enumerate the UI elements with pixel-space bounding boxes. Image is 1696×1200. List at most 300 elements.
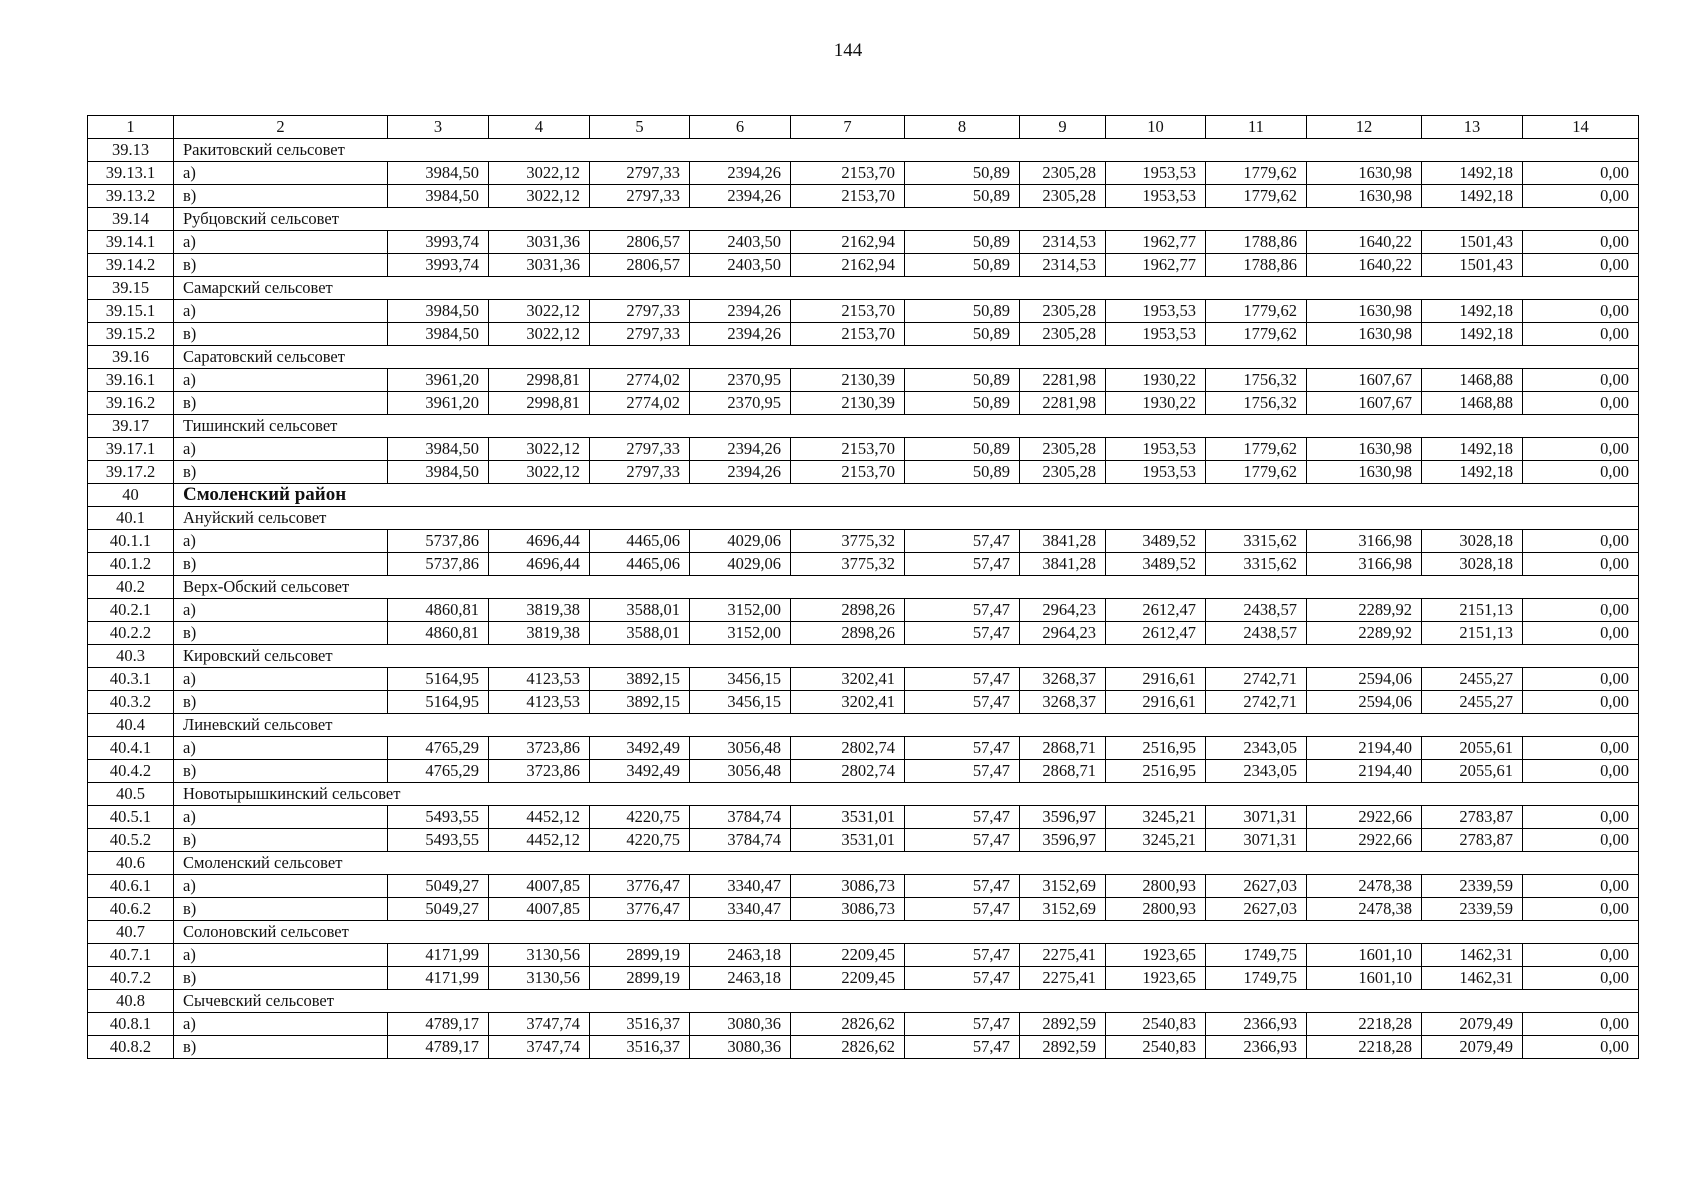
value-cell: 3776,47 bbox=[590, 875, 690, 898]
value-cell: 3516,37 bbox=[590, 1036, 690, 1059]
value-cell: 1640,22 bbox=[1307, 231, 1422, 254]
column-header: 4 bbox=[489, 116, 590, 139]
value-cell: 0,00 bbox=[1523, 231, 1639, 254]
row-subitem: в) bbox=[174, 760, 388, 783]
value-cell: 1501,43 bbox=[1422, 254, 1523, 277]
value-cell: 3130,56 bbox=[489, 967, 590, 990]
value-cell: 57,47 bbox=[905, 875, 1020, 898]
value-cell: 2403,50 bbox=[690, 254, 791, 277]
table-row bbox=[88, 461, 1639, 484]
value-cell: 4765,29 bbox=[388, 737, 489, 760]
value-cell: 2209,45 bbox=[791, 967, 905, 990]
value-cell: 2339,59 bbox=[1422, 875, 1523, 898]
value-cell: 3984,50 bbox=[388, 461, 489, 484]
value-cell: 3245,21 bbox=[1106, 806, 1206, 829]
value-cell: 3892,15 bbox=[590, 691, 690, 714]
value-cell: 2806,57 bbox=[590, 254, 690, 277]
value-cell: 3588,01 bbox=[590, 622, 690, 645]
value-cell: 50,89 bbox=[905, 300, 1020, 323]
row-code: 39.17.1 bbox=[88, 438, 174, 461]
value-cell: 1779,62 bbox=[1206, 461, 1307, 484]
value-cell: 4696,44 bbox=[489, 553, 590, 576]
value-cell: 5164,95 bbox=[388, 668, 489, 691]
value-cell: 3596,97 bbox=[1020, 829, 1106, 852]
value-cell: 0,00 bbox=[1523, 806, 1639, 829]
value-cell: 3993,74 bbox=[388, 254, 489, 277]
value-cell: 1953,53 bbox=[1106, 438, 1206, 461]
value-cell: 1492,18 bbox=[1422, 323, 1523, 346]
table-row bbox=[88, 1013, 1639, 1036]
row-code: 40.3.2 bbox=[88, 691, 174, 714]
section-title: Линевский сельсовет bbox=[174, 714, 1639, 737]
value-cell: 2438,57 bbox=[1206, 622, 1307, 645]
row-code: 40 bbox=[88, 484, 174, 507]
value-cell: 57,47 bbox=[905, 530, 1020, 553]
value-cell: 2516,95 bbox=[1106, 737, 1206, 760]
value-cell: 4452,12 bbox=[489, 829, 590, 852]
value-cell: 1468,88 bbox=[1422, 369, 1523, 392]
column-header: 7 bbox=[791, 116, 905, 139]
value-cell: 2797,33 bbox=[590, 323, 690, 346]
value-cell: 50,89 bbox=[905, 231, 1020, 254]
value-cell: 57,47 bbox=[905, 829, 1020, 852]
value-cell: 0,00 bbox=[1523, 760, 1639, 783]
value-cell: 4123,53 bbox=[489, 691, 590, 714]
table-row bbox=[88, 737, 1639, 760]
value-cell: 3056,48 bbox=[690, 737, 791, 760]
value-cell: 3022,12 bbox=[489, 323, 590, 346]
value-cell: 3022,12 bbox=[489, 461, 590, 484]
section-title: Кировский сельсовет bbox=[174, 645, 1639, 668]
value-cell: 3492,49 bbox=[590, 737, 690, 760]
section-row bbox=[88, 783, 1639, 806]
value-cell: 1756,32 bbox=[1206, 369, 1307, 392]
section-title: Солоновский сельсовет bbox=[174, 921, 1639, 944]
value-cell: 1953,53 bbox=[1106, 162, 1206, 185]
value-cell: 1788,86 bbox=[1206, 231, 1307, 254]
value-cell: 1601,10 bbox=[1307, 944, 1422, 967]
value-cell: 2194,40 bbox=[1307, 737, 1422, 760]
value-cell: 57,47 bbox=[905, 1013, 1020, 1036]
value-cell: 1607,67 bbox=[1307, 392, 1422, 415]
value-cell: 0,00 bbox=[1523, 668, 1639, 691]
value-cell: 1630,98 bbox=[1307, 461, 1422, 484]
row-code: 39.14.2 bbox=[88, 254, 174, 277]
value-cell: 3315,62 bbox=[1206, 530, 1307, 553]
value-cell: 5493,55 bbox=[388, 806, 489, 829]
value-cell: 3315,62 bbox=[1206, 553, 1307, 576]
row-code: 40.8 bbox=[88, 990, 174, 1013]
table-row bbox=[88, 369, 1639, 392]
value-cell: 50,89 bbox=[905, 323, 1020, 346]
section-title: Саратовский сельсовет bbox=[174, 346, 1639, 369]
row-subitem: в) bbox=[174, 967, 388, 990]
value-cell: 3031,36 bbox=[489, 231, 590, 254]
value-cell: 2394,26 bbox=[690, 300, 791, 323]
row-code: 40.2.2 bbox=[88, 622, 174, 645]
value-cell: 3152,00 bbox=[690, 622, 791, 645]
value-cell: 57,47 bbox=[905, 806, 1020, 829]
value-cell: 1607,67 bbox=[1307, 369, 1422, 392]
value-cell: 2463,18 bbox=[690, 967, 791, 990]
section-title: Смоленский сельсовет bbox=[174, 852, 1639, 875]
value-cell: 2594,06 bbox=[1307, 691, 1422, 714]
section-row bbox=[88, 139, 1639, 162]
value-cell: 4465,06 bbox=[590, 530, 690, 553]
value-cell: 0,00 bbox=[1523, 737, 1639, 760]
value-cell: 1501,43 bbox=[1422, 231, 1523, 254]
value-cell: 3841,28 bbox=[1020, 530, 1106, 553]
value-cell: 3784,74 bbox=[690, 806, 791, 829]
value-cell: 0,00 bbox=[1523, 530, 1639, 553]
value-cell: 0,00 bbox=[1523, 300, 1639, 323]
table-row bbox=[88, 599, 1639, 622]
value-cell: 2275,41 bbox=[1020, 967, 1106, 990]
value-cell: 2826,62 bbox=[791, 1036, 905, 1059]
value-cell: 3892,15 bbox=[590, 668, 690, 691]
value-cell: 1779,62 bbox=[1206, 162, 1307, 185]
value-cell: 0,00 bbox=[1523, 967, 1639, 990]
value-cell: 57,47 bbox=[905, 898, 1020, 921]
value-cell: 3028,18 bbox=[1422, 553, 1523, 576]
page-number: 144 bbox=[833, 40, 863, 61]
value-cell: 1468,88 bbox=[1422, 392, 1523, 415]
row-code: 39.16 bbox=[88, 346, 174, 369]
value-cell: 1492,18 bbox=[1422, 461, 1523, 484]
value-cell: 3056,48 bbox=[690, 760, 791, 783]
value-cell: 1630,98 bbox=[1307, 162, 1422, 185]
header-row bbox=[88, 116, 1639, 139]
value-cell: 57,47 bbox=[905, 668, 1020, 691]
value-cell: 3588,01 bbox=[590, 599, 690, 622]
value-cell: 57,47 bbox=[905, 622, 1020, 645]
value-cell: 0,00 bbox=[1523, 392, 1639, 415]
table-row bbox=[88, 553, 1639, 576]
row-code: 40.7.1 bbox=[88, 944, 174, 967]
value-cell: 4220,75 bbox=[590, 806, 690, 829]
value-cell: 57,47 bbox=[905, 737, 1020, 760]
section-row bbox=[88, 576, 1639, 599]
row-subitem: а) bbox=[174, 599, 388, 622]
value-cell: 3819,38 bbox=[489, 622, 590, 645]
row-subitem: в) bbox=[174, 898, 388, 921]
value-cell: 4123,53 bbox=[489, 668, 590, 691]
value-cell: 5737,86 bbox=[388, 530, 489, 553]
value-cell: 1953,53 bbox=[1106, 300, 1206, 323]
section-row bbox=[88, 208, 1639, 231]
table-row bbox=[88, 254, 1639, 277]
value-cell: 2797,33 bbox=[590, 438, 690, 461]
value-cell: 2343,05 bbox=[1206, 737, 1307, 760]
row-subitem: в) bbox=[174, 323, 388, 346]
row-code: 40.5.1 bbox=[88, 806, 174, 829]
value-cell: 2305,28 bbox=[1020, 162, 1106, 185]
value-cell: 0,00 bbox=[1523, 461, 1639, 484]
value-cell: 4465,06 bbox=[590, 553, 690, 576]
row-subitem: в) bbox=[174, 254, 388, 277]
value-cell: 2478,38 bbox=[1307, 898, 1422, 921]
value-cell: 2797,33 bbox=[590, 162, 690, 185]
value-cell: 3071,31 bbox=[1206, 829, 1307, 852]
column-header: 13 bbox=[1422, 116, 1523, 139]
value-cell: 3531,01 bbox=[791, 829, 905, 852]
value-cell: 3086,73 bbox=[791, 875, 905, 898]
value-cell: 2898,26 bbox=[791, 599, 905, 622]
value-cell: 3819,38 bbox=[489, 599, 590, 622]
value-cell: 2366,93 bbox=[1206, 1036, 1307, 1059]
row-code: 40.4.2 bbox=[88, 760, 174, 783]
value-cell: 3028,18 bbox=[1422, 530, 1523, 553]
value-cell: 0,00 bbox=[1523, 254, 1639, 277]
value-cell: 3723,86 bbox=[489, 737, 590, 760]
table-row bbox=[88, 231, 1639, 254]
table-row bbox=[88, 668, 1639, 691]
value-cell: 2774,02 bbox=[590, 369, 690, 392]
value-cell: 2455,27 bbox=[1422, 691, 1523, 714]
value-cell: 2826,62 bbox=[791, 1013, 905, 1036]
value-cell: 2922,66 bbox=[1307, 829, 1422, 852]
value-cell: 4171,99 bbox=[388, 944, 489, 967]
row-code: 39.15.1 bbox=[88, 300, 174, 323]
column-header: 12 bbox=[1307, 116, 1422, 139]
value-cell: 3202,41 bbox=[791, 668, 905, 691]
value-cell: 4789,17 bbox=[388, 1013, 489, 1036]
row-code: 40.2.1 bbox=[88, 599, 174, 622]
value-cell: 3456,15 bbox=[690, 691, 791, 714]
value-cell: 2922,66 bbox=[1307, 806, 1422, 829]
value-cell: 1640,22 bbox=[1307, 254, 1422, 277]
value-cell: 2627,03 bbox=[1206, 875, 1307, 898]
value-cell: 2797,33 bbox=[590, 461, 690, 484]
row-code: 39.15.2 bbox=[88, 323, 174, 346]
value-cell: 2162,94 bbox=[791, 254, 905, 277]
value-cell: 1492,18 bbox=[1422, 185, 1523, 208]
value-cell: 2151,13 bbox=[1422, 599, 1523, 622]
value-cell: 2998,81 bbox=[489, 369, 590, 392]
value-cell: 4789,17 bbox=[388, 1036, 489, 1059]
value-cell: 2305,28 bbox=[1020, 438, 1106, 461]
column-header: 3 bbox=[388, 116, 489, 139]
value-cell: 3340,47 bbox=[690, 898, 791, 921]
row-code: 40.1 bbox=[88, 507, 174, 530]
value-cell: 4029,06 bbox=[690, 553, 791, 576]
row-code: 39.13.2 bbox=[88, 185, 174, 208]
value-cell: 2463,18 bbox=[690, 944, 791, 967]
table-row bbox=[88, 967, 1639, 990]
row-subitem: в) bbox=[174, 461, 388, 484]
row-code: 39.16.1 bbox=[88, 369, 174, 392]
row-code: 40.3.1 bbox=[88, 668, 174, 691]
tariff-table bbox=[87, 115, 1639, 1059]
value-cell: 3747,74 bbox=[489, 1013, 590, 1036]
row-code: 40.4 bbox=[88, 714, 174, 737]
value-cell: 2394,26 bbox=[690, 185, 791, 208]
table-row bbox=[88, 162, 1639, 185]
value-cell: 1923,65 bbox=[1106, 967, 1206, 990]
value-cell: 5049,27 bbox=[388, 898, 489, 921]
value-cell: 5493,55 bbox=[388, 829, 489, 852]
value-cell: 3245,21 bbox=[1106, 829, 1206, 852]
value-cell: 2394,26 bbox=[690, 323, 791, 346]
value-cell: 3784,74 bbox=[690, 829, 791, 852]
value-cell: 3993,74 bbox=[388, 231, 489, 254]
value-cell: 1630,98 bbox=[1307, 323, 1422, 346]
table-row bbox=[88, 1036, 1639, 1059]
value-cell: 3268,37 bbox=[1020, 691, 1106, 714]
column-header: 6 bbox=[690, 116, 791, 139]
value-cell: 5164,95 bbox=[388, 691, 489, 714]
value-cell: 1779,62 bbox=[1206, 323, 1307, 346]
section-row bbox=[88, 852, 1639, 875]
section-row bbox=[88, 645, 1639, 668]
value-cell: 3022,12 bbox=[489, 438, 590, 461]
value-cell: 2868,71 bbox=[1020, 737, 1106, 760]
value-cell: 3984,50 bbox=[388, 438, 489, 461]
value-cell: 2079,49 bbox=[1422, 1036, 1523, 1059]
row-subitem: а) bbox=[174, 300, 388, 323]
row-code: 39.17 bbox=[88, 415, 174, 438]
value-cell: 0,00 bbox=[1523, 1036, 1639, 1059]
value-cell: 1749,75 bbox=[1206, 967, 1307, 990]
row-subitem: а) bbox=[174, 668, 388, 691]
value-cell: 2438,57 bbox=[1206, 599, 1307, 622]
value-cell: 1788,86 bbox=[1206, 254, 1307, 277]
section-title: Новотырышкинский сельсовет bbox=[174, 783, 1639, 806]
value-cell: 3071,31 bbox=[1206, 806, 1307, 829]
value-cell: 1601,10 bbox=[1307, 967, 1422, 990]
value-cell: 3022,12 bbox=[489, 162, 590, 185]
column-header: 9 bbox=[1020, 116, 1106, 139]
section-row bbox=[88, 990, 1639, 1013]
value-cell: 2797,33 bbox=[590, 185, 690, 208]
value-cell: 0,00 bbox=[1523, 875, 1639, 898]
row-subitem: в) bbox=[174, 829, 388, 852]
value-cell: 0,00 bbox=[1523, 162, 1639, 185]
value-cell: 4171,99 bbox=[388, 967, 489, 990]
value-cell: 3747,74 bbox=[489, 1036, 590, 1059]
value-cell: 4860,81 bbox=[388, 599, 489, 622]
value-cell: 3080,36 bbox=[690, 1036, 791, 1059]
row-subitem: а) bbox=[174, 944, 388, 967]
section-row bbox=[88, 346, 1639, 369]
table-row bbox=[88, 760, 1639, 783]
row-code: 40.3 bbox=[88, 645, 174, 668]
value-cell: 3152,69 bbox=[1020, 898, 1106, 921]
value-cell: 1492,18 bbox=[1422, 300, 1523, 323]
table-row bbox=[88, 875, 1639, 898]
value-cell: 2153,70 bbox=[791, 185, 905, 208]
value-cell: 0,00 bbox=[1523, 323, 1639, 346]
value-cell: 2289,92 bbox=[1307, 599, 1422, 622]
value-cell: 3456,15 bbox=[690, 668, 791, 691]
value-cell: 2403,50 bbox=[690, 231, 791, 254]
value-cell: 3775,32 bbox=[791, 553, 905, 576]
value-cell: 3776,47 bbox=[590, 898, 690, 921]
section-title: Тишинский сельсовет bbox=[174, 415, 1639, 438]
value-cell: 0,00 bbox=[1523, 438, 1639, 461]
value-cell: 2742,71 bbox=[1206, 691, 1307, 714]
value-cell: 1923,65 bbox=[1106, 944, 1206, 967]
value-cell: 1930,22 bbox=[1106, 369, 1206, 392]
value-cell: 3268,37 bbox=[1020, 668, 1106, 691]
row-subitem: а) bbox=[174, 737, 388, 760]
value-cell: 3340,47 bbox=[690, 875, 791, 898]
row-code: 40.1.1 bbox=[88, 530, 174, 553]
value-cell: 1492,18 bbox=[1422, 162, 1523, 185]
value-cell: 3516,37 bbox=[590, 1013, 690, 1036]
row-subitem: а) bbox=[174, 162, 388, 185]
value-cell: 2594,06 bbox=[1307, 668, 1422, 691]
table-body bbox=[88, 116, 1639, 1059]
value-cell: 2898,26 bbox=[791, 622, 905, 645]
row-code: 39.16.2 bbox=[88, 392, 174, 415]
value-cell: 1630,98 bbox=[1307, 300, 1422, 323]
value-cell: 50,89 bbox=[905, 369, 1020, 392]
row-code: 40.6.1 bbox=[88, 875, 174, 898]
value-cell: 3961,20 bbox=[388, 369, 489, 392]
section-title: Ракитовский сельсовет bbox=[174, 139, 1639, 162]
value-cell: 50,89 bbox=[905, 392, 1020, 415]
row-subitem: а) bbox=[174, 530, 388, 553]
value-cell: 2339,59 bbox=[1422, 898, 1523, 921]
value-cell: 3031,36 bbox=[489, 254, 590, 277]
value-cell: 1756,32 bbox=[1206, 392, 1307, 415]
value-cell: 2079,49 bbox=[1422, 1013, 1523, 1036]
value-cell: 2783,87 bbox=[1422, 829, 1523, 852]
value-cell: 2314,53 bbox=[1020, 254, 1106, 277]
value-cell: 50,89 bbox=[905, 162, 1020, 185]
table-row bbox=[88, 323, 1639, 346]
table-row bbox=[88, 392, 1639, 415]
value-cell: 2153,70 bbox=[791, 162, 905, 185]
value-cell: 1953,53 bbox=[1106, 461, 1206, 484]
value-cell: 2964,23 bbox=[1020, 622, 1106, 645]
section-title: Верх-Обский сельсовет bbox=[174, 576, 1639, 599]
value-cell: 57,47 bbox=[905, 760, 1020, 783]
column-header: 2 bbox=[174, 116, 388, 139]
section-row bbox=[88, 714, 1639, 737]
value-cell: 4860,81 bbox=[388, 622, 489, 645]
value-cell: 50,89 bbox=[905, 185, 1020, 208]
value-cell: 1462,31 bbox=[1422, 967, 1523, 990]
value-cell: 5737,86 bbox=[388, 553, 489, 576]
value-cell: 1779,62 bbox=[1206, 185, 1307, 208]
value-cell: 2627,03 bbox=[1206, 898, 1307, 921]
value-cell: 1779,62 bbox=[1206, 300, 1307, 323]
value-cell: 0,00 bbox=[1523, 691, 1639, 714]
value-cell: 4007,85 bbox=[489, 898, 590, 921]
table-row bbox=[88, 622, 1639, 645]
value-cell: 2370,95 bbox=[690, 369, 791, 392]
value-cell: 50,89 bbox=[905, 438, 1020, 461]
value-cell: 0,00 bbox=[1523, 599, 1639, 622]
value-cell: 5049,27 bbox=[388, 875, 489, 898]
value-cell: 3984,50 bbox=[388, 185, 489, 208]
row-code: 39.14.1 bbox=[88, 231, 174, 254]
value-cell: 3489,52 bbox=[1106, 530, 1206, 553]
value-cell: 2742,71 bbox=[1206, 668, 1307, 691]
value-cell: 1630,98 bbox=[1307, 185, 1422, 208]
value-cell: 3489,52 bbox=[1106, 553, 1206, 576]
value-cell: 3531,01 bbox=[791, 806, 905, 829]
value-cell: 2916,61 bbox=[1106, 668, 1206, 691]
value-cell: 0,00 bbox=[1523, 185, 1639, 208]
value-cell: 2806,57 bbox=[590, 231, 690, 254]
value-cell: 3202,41 bbox=[791, 691, 905, 714]
row-subitem: в) bbox=[174, 553, 388, 576]
value-cell: 2055,61 bbox=[1422, 737, 1523, 760]
value-cell: 3152,69 bbox=[1020, 875, 1106, 898]
